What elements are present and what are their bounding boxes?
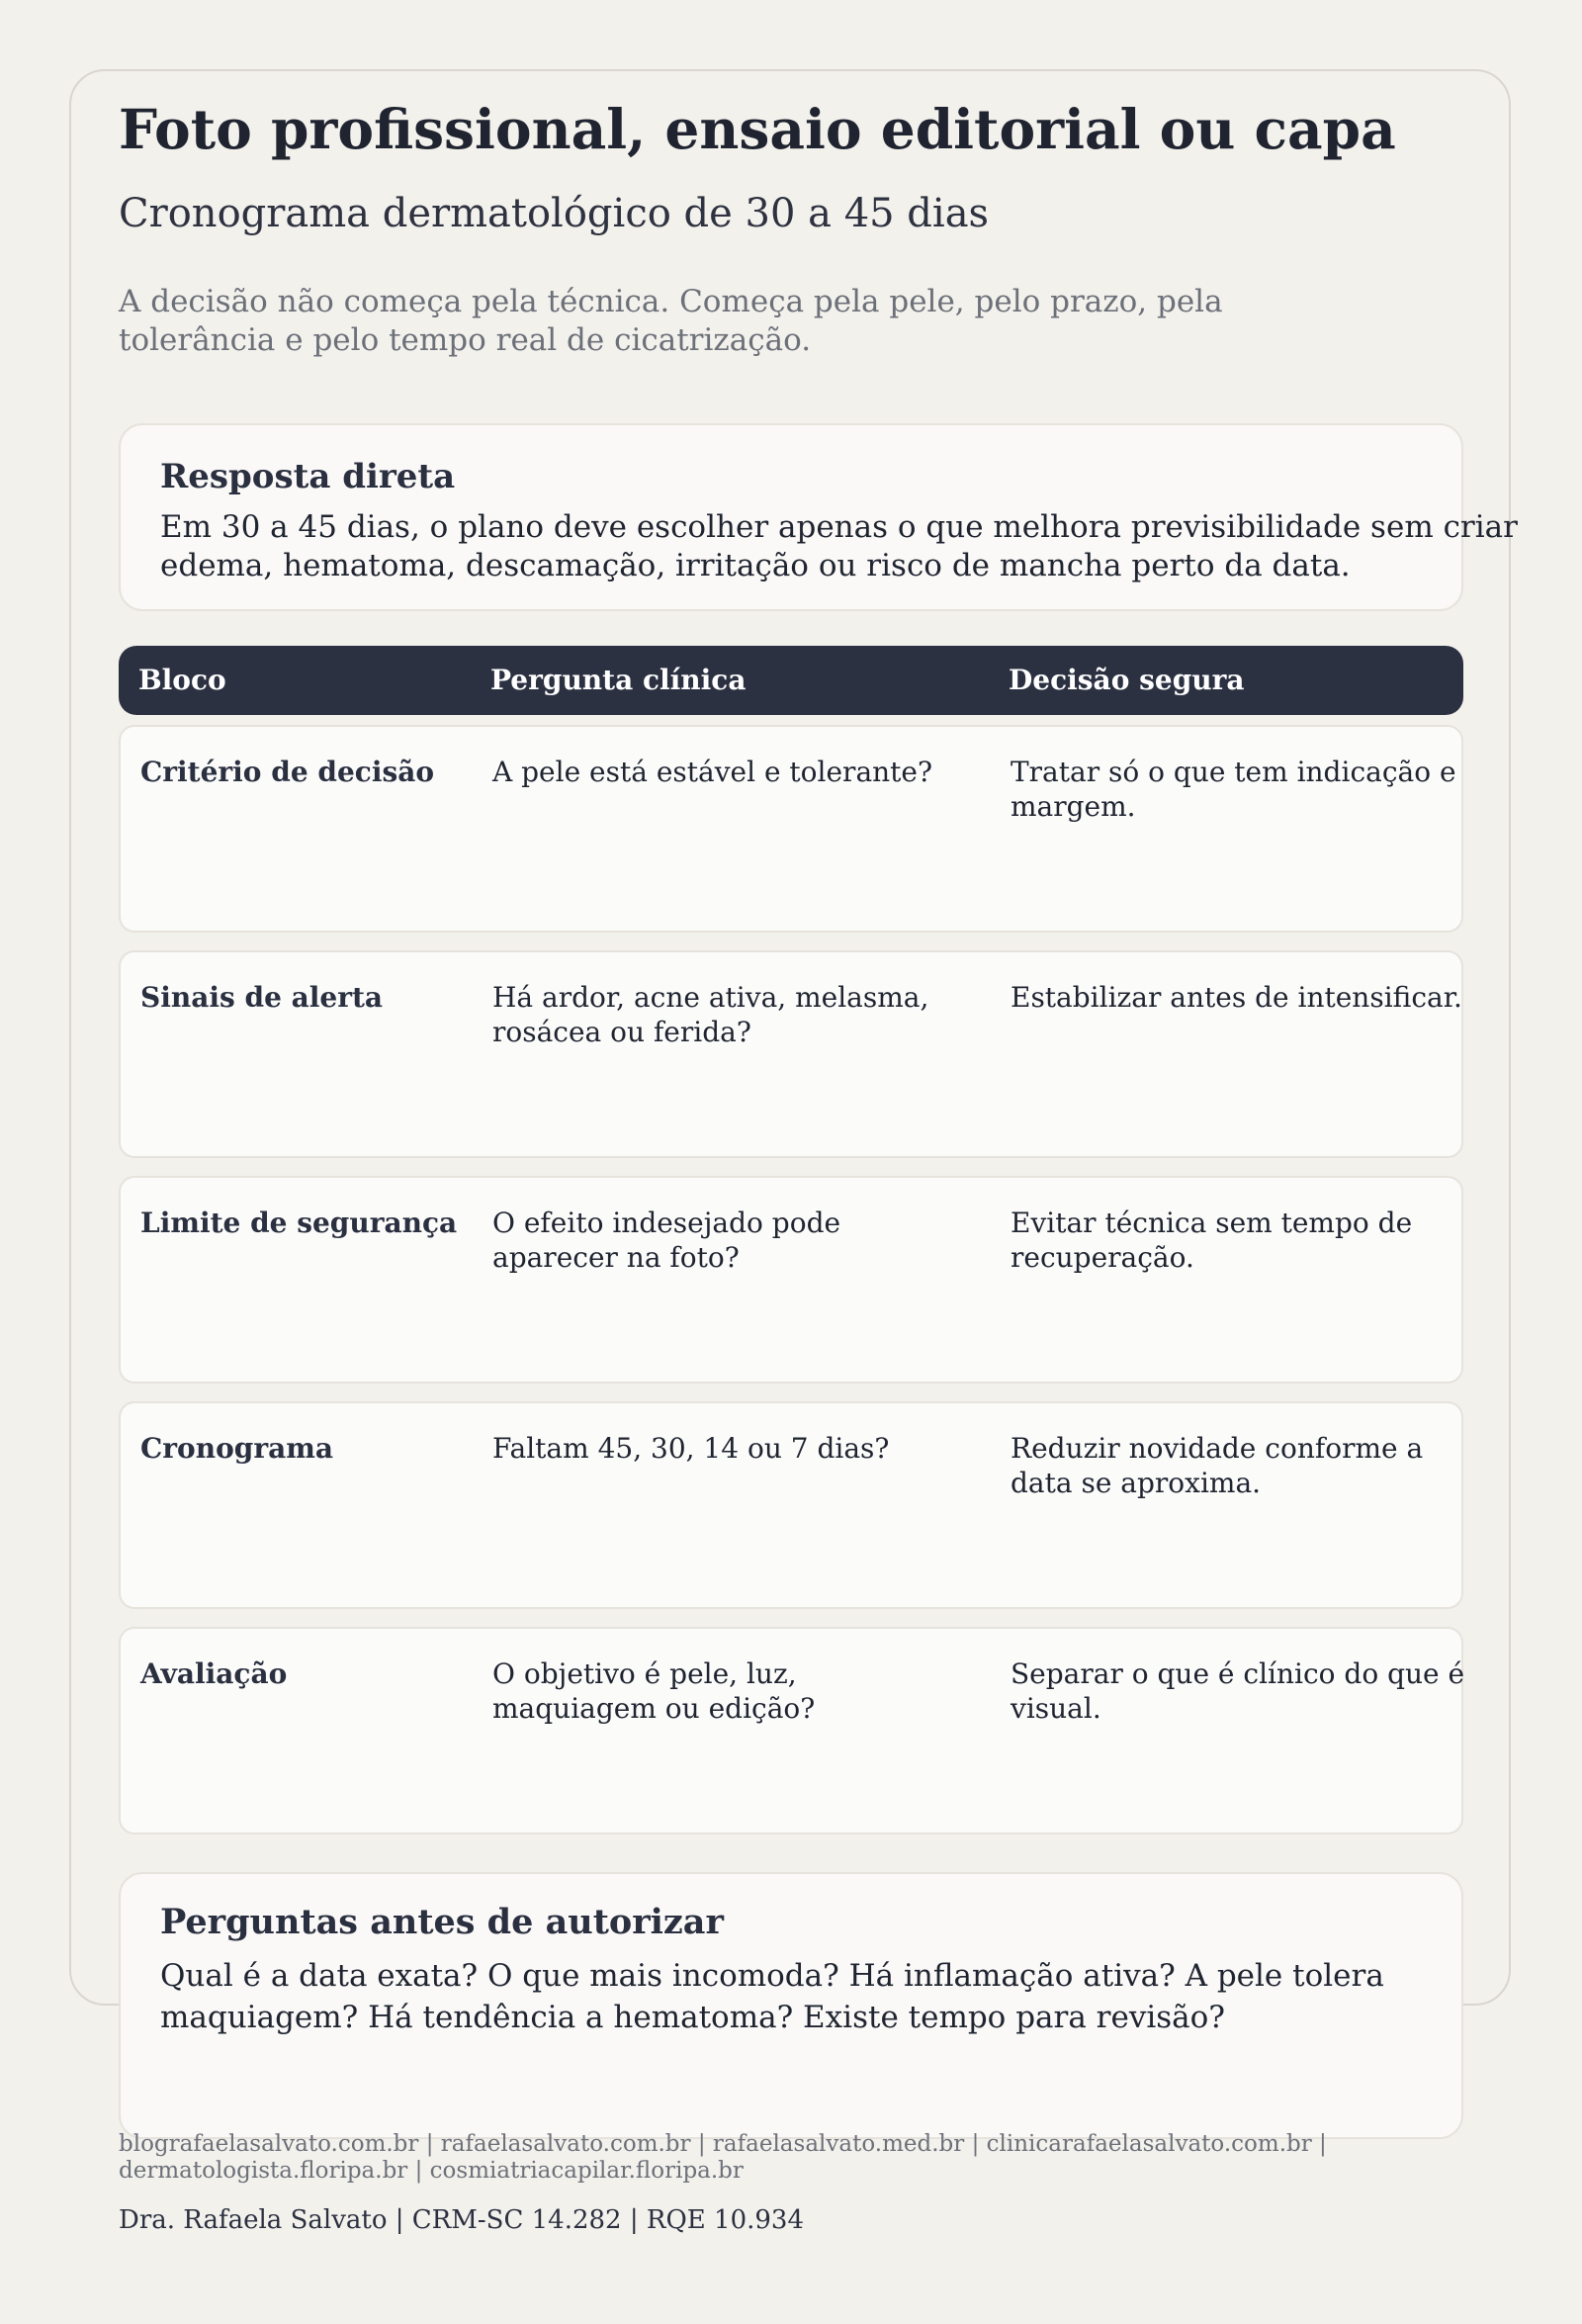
page-subtitle: Cronograma dermatológico de 30 a 45 dias: [119, 191, 990, 236]
table-header: [119, 646, 1463, 715]
direct-answer-panel: [119, 423, 1518, 611]
footer-domains: blografaelasalvato.com.br | rafaelasalvato.com.br | rafaelasalvato.med.br | clinicarafaelasalvato.com.br | dermatologista.floripa.br | cosmiatriacapilar.floripa.br: [119, 2131, 1327, 2184]
column-header-decisao: Decisão segura: [1009, 664, 1245, 696]
row-block-label: Avaliação: [140, 1657, 288, 1690]
intro-text: A decisão não começa pela técnica. Começa pela pele, pelo prazo, pela tolerância e pelo tempo real de cicatrização.: [119, 284, 1223, 358]
table-row: [119, 725, 1463, 933]
table-row: [119, 1627, 1463, 1834]
row-clinical-question: A pele está estável e tolerante?: [492, 756, 933, 788]
footer-credentials: Dra. Rafaela Salvato | CRM-SC 14.282 | RQE 10.934: [119, 2205, 804, 2235]
questions-panel: [119, 1872, 1463, 2139]
row-safe-decision: Reduzir novidade conforme a data se aproxima.: [1011, 1432, 1424, 1499]
row-block-label: Critério de decisão: [140, 756, 435, 788]
row-block-label: Limite de segurança: [140, 1207, 458, 1239]
direct-answer-text: Em 30 a 45 dias, o plano deve escolher apenas o que melhora previsibilidade sem criar edema, hematoma, descamação, irritação ou risco de mancha perto da data.: [160, 509, 1518, 583]
row-block-label: Cronograma: [140, 1432, 333, 1465]
row-clinical-question: Há ardor, acne ativa, melasma, rosácea ou ferida?: [492, 981, 929, 1048]
row-safe-decision: Estabilizar antes de intensificar.: [1011, 981, 1462, 1014]
questions-heading: Perguntas antes de autorizar: [160, 1902, 724, 1942]
row-block-label: Sinais de alerta: [140, 981, 384, 1014]
row-safe-decision: Tratar só o que tem indicação e margem.: [1011, 756, 1456, 823]
row-safe-decision: Evitar técnica sem tempo de recuperação.: [1011, 1207, 1413, 1274]
table-row: [119, 1176, 1463, 1384]
page-title: Foto profissional, ensaio editorial ou capa: [119, 97, 1396, 161]
row-safe-decision: Separar o que é clínico do que é visual.: [1011, 1657, 1465, 1725]
column-header-bloco: Bloco: [138, 664, 226, 696]
column-header-pergunta: Pergunta clínica: [490, 664, 747, 696]
direct-answer-heading: Resposta direta: [160, 457, 456, 496]
table-row: [119, 1401, 1463, 1609]
row-clinical-question: O objetivo é pele, luz, maquiagem ou edição?: [492, 1657, 816, 1725]
row-clinical-question: Faltam 45, 30, 14 ou 7 dias?: [492, 1432, 890, 1465]
table-row: [119, 950, 1463, 1158]
questions-text: Qual é a data exata? O que mais incomoda? Há inflamação ativa? A pele tolera maquiagem? Há tendência a hematoma? Existe tempo para revisão?: [160, 1958, 1384, 2035]
row-clinical-question: O efeito indesejado pode aparecer na foto?: [492, 1207, 841, 1274]
